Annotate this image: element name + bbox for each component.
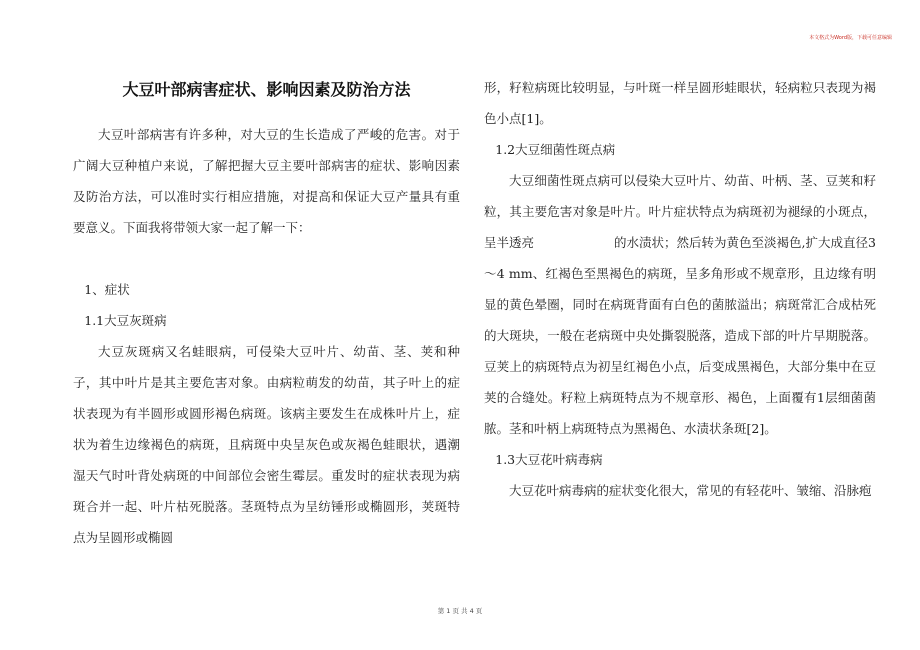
right-column bbox=[484, 72, 876, 506]
bacterial-spot-paragraph bbox=[484, 165, 876, 444]
mosaic-virus-paragraph: 大豆花叶病毒病的症状变化很大，常见的有轻花叶、皱缩、沿脉疱 bbox=[509, 483, 872, 498]
gray-spot-continuation: 形，籽粒病斑比较明显，与叶斑一样呈圆形蛙眼状，轻病粒只表现为褐色小点[1]。 bbox=[484, 80, 876, 126]
blank-line bbox=[73, 243, 460, 274]
subsection-heading-bacterial-spot: 1.2大豆细菌性斑点病 bbox=[495, 142, 616, 157]
page-number-footer: 第 1 页 共 4 页 bbox=[437, 607, 483, 615]
bacterial-spot-text-b: 的水渍状；然后转为黄色至淡褐色,扩大成直径3～4 mm、红褐色至黑褐色的病斑，呈多角形或不规章形，且边缘有明显的黄色晕圈，同时在病斑背面有白色的菌脓溢出；病斑常汇合成枯死的大斑块，一般在老病斑中央处撕裂脱落，造成下部的叶片早期脱落。豆荚上的病斑特点为初呈红褐色小点，后变成黑褐色，大部分集中在豆荚的合缝处。籽粒上病斑特点为不规章形、褐色，上面覆有1层细菌菌脓。茎和叶柄上病斑特点为黑褐色、水渍状条斑[2]。 bbox=[484, 235, 876, 436]
watermark-text: 本文格式为Word版，下载可任意编辑 bbox=[809, 35, 892, 41]
bacterial-spot-text-a: 大豆细菌性斑点病可以侵染大豆叶片、幼苗、叶柄、茎、豆荚和籽粒，其主要危害对象是叶片。叶片症状特点为病斑初为褪绿的小斑点，呈半透亮 bbox=[484, 173, 876, 250]
section-heading-symptoms: 1、症状 bbox=[84, 282, 130, 297]
left-column bbox=[73, 70, 460, 553]
gray-spot-paragraph: 大豆灰斑病又名蛙眼病，可侵染大豆叶片、幼苗、茎、荚和种子，其中叶片是其主要危害对象。由病粒萌发的幼苗，其子叶上的症状表现为有半圆形或圆形褐色病斑。该病主要发生在成株叶片上，症状为着生边缘褐色的病斑，且病斑中央呈灰色或灰褐色蛙眼状，遇潮湿天气时叶背处病斑的中间部位会密生霉层。重发时的症状表现为病斑合并一起、叶片枯死脱落。茎斑特点为呈纺锤形或椭圆形，荚斑特点为呈圆形或椭圆 bbox=[73, 344, 460, 545]
subsection-heading-gray-spot: 1.1大豆灰斑病 bbox=[84, 313, 167, 328]
intro-paragraph: 大豆叶部病害有许多种，对大豆的生长造成了严峻的危害。对于广阔大豆种植户来说，了解把握大豆主要叶部病害的症状、影响因素及防治方法，可以准时实行相应措施，对提高和保证大豆产量具有重要意义。下面我将带领大家一起了解一下： bbox=[73, 127, 460, 235]
subsection-heading-mosaic-virus: 1.3大豆花叶病毒病 bbox=[495, 452, 603, 467]
document-title: 大豆叶部病害症状、影响因素及防治方法 bbox=[122, 82, 411, 99]
